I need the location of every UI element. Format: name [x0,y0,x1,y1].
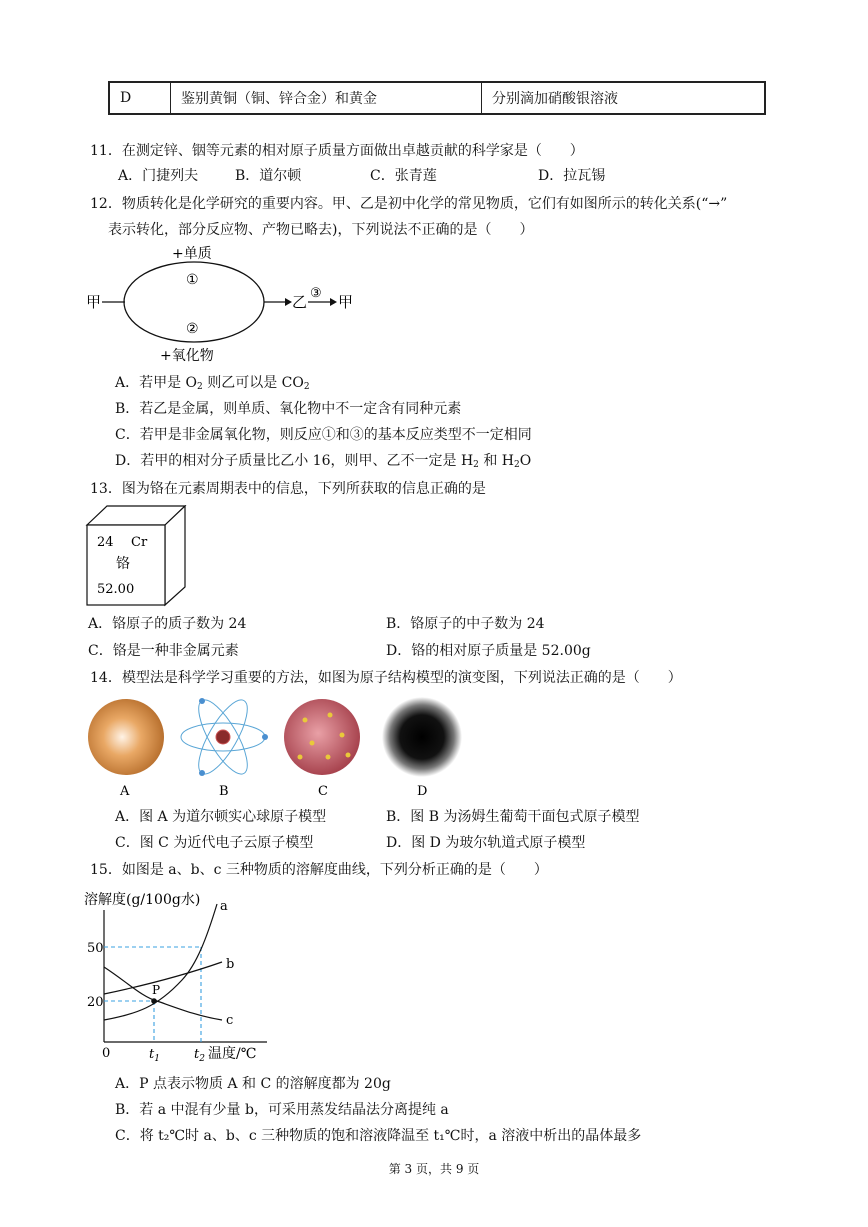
q13-option-b[interactable]: B．铬原子的中子数为 24 [386,616,545,632]
electron-cloud-model-image [382,697,462,777]
tick-t1: t [149,1047,155,1062]
q11-option-c[interactable]: C．张青莲 [370,168,437,184]
element-symbol: Cr [131,535,148,550]
label-a-curve: a [220,899,228,914]
curve-b [104,962,222,994]
q11-stem: 11．在测定锌、铟等元素的相对原子质量方面做出卓越贡献的科学家是（ ） [90,143,584,159]
q14-option-b[interactable]: B．图 B 为汤姆生葡萄干面包式原子模型 [386,809,640,825]
q11-option-b[interactable]: B．道尔顿 [235,168,302,184]
diagram-jia: 甲 [86,293,102,311]
label-d: D [417,784,428,799]
diagram-path2: ② [186,321,199,337]
element-mass: 52.00 [97,582,135,597]
q14-stem: 14．模型法是科学学习重要的方法，如图为原子结构模型的演变图，下列说法正确的是（ ） [90,670,682,686]
label-p: P [152,983,161,997]
dalton-model-image [88,699,164,775]
table-method: 分别滴加硝酸银溶液 [482,82,766,114]
q12-option-b[interactable]: B．若乙是金属，则单质、氧化物中不一定含有同种元素 [115,401,462,417]
solubility-chart [82,882,282,1062]
q11-option-d[interactable]: D．拉瓦锡 [538,168,606,184]
chart-xlabel: 温度/℃ [208,1046,257,1062]
tick-0: 0 [102,1046,111,1061]
q15-option-a[interactable]: A．P 点表示物质 A 和 C 的溶解度都为 20g [115,1076,391,1092]
q12-stem-line2: 表示转化，部分反应物、产物已略去)，下列说法不正确的是（ ） [108,222,534,238]
thomson-model-image [284,699,360,775]
table-item: 鉴别黄铜（铜、锌合金）和黄金 [171,82,482,114]
q12-conversion-diagram [80,240,380,370]
curve-c [104,967,222,1020]
diagram-bottom-label: +氧化物 [160,348,214,364]
point-p [151,998,157,1004]
chromium-element-cube [85,505,190,607]
label-a: A [120,784,130,799]
rutherford-model-image [181,695,268,780]
q15-option-b[interactable]: B．若 a 中混有少量 b，可采用蒸发结晶法分离提纯 a [115,1102,449,1118]
table-label: D [109,82,171,114]
q14-option-d[interactable]: D．图 D 为玻尔轨道式原子模型 [386,835,586,851]
q12-option-a[interactable]: A．若甲是 $O_2$ 则乙可以是 $CO_2$ [115,375,310,392]
q13-option-d[interactable]: D．铬的相对原子质量是 52.00g [386,643,591,659]
svg-text:t1: $t_1$ [149,1047,160,1062]
label-b: B [219,784,229,799]
q15-option-c[interactable]: C．将 t₂℃时 a、b、c 三种物质的饱和溶液降温至 t₁℃时，a 溶液中析出的晶体最多 [115,1128,642,1144]
q15-stem: 15．如图是 a、b、c 三种物质的溶解度曲线，下列分析正确的是（ ） [90,862,548,878]
tick-t2: t [194,1047,200,1062]
atomic-model-images [80,695,480,800]
page-footer: 第 3 页，共 9 页 [388,1162,480,1176]
label-b-curve: b [226,957,235,972]
q13-option-a[interactable]: A．铬原子的质子数为 24 [88,616,247,632]
q13-option-c[interactable]: C．铬是一种非金属元素 [88,643,239,659]
q12-stem-line1: 12．物质转化是化学研究的重要内容。甲、乙是初中化学的常见物质，它们有如图所示的转化关系(“→” [90,196,728,212]
diagram-top-label: +单质 [172,246,212,262]
q14-option-c[interactable]: C．图 C 为近代电子云原子模型 [115,835,314,851]
diagram-yi: 乙 [292,293,308,311]
svg-text:t2: $t_2$ [194,1047,205,1062]
label-c-curve: c [226,1013,234,1028]
option-table [108,81,766,115]
diagram-product: 甲 [338,293,354,311]
element-number: 24 [97,535,114,550]
q13-stem: 13．图为铬在元素周期表中的信息，下列所获取的信息正确的是 [90,481,486,497]
label-c: C [318,784,328,799]
q11-option-a[interactable]: A．门捷列夫 [118,168,199,184]
chart-ylabel: 溶解度(g/100g水) [84,892,201,908]
tick-20: 20 [87,995,104,1010]
diagram-path1: ① [186,272,199,288]
q12-option-c[interactable]: C．若甲是非金属氧化物，则反应①和③的基本反应类型不一定相同 [115,427,532,443]
diagram-path3: ③ [310,286,322,301]
q14-option-a[interactable]: A．图 A 为道尔顿实心球原子模型 [115,809,327,825]
element-name: 铬 [116,556,130,572]
q12-option-d[interactable]: D．若甲的相对分子质量比乙小 16，则甲、乙不一定是 $H_2$ 和 $H_2O$ [115,453,532,470]
tick-50: 50 [87,941,104,956]
